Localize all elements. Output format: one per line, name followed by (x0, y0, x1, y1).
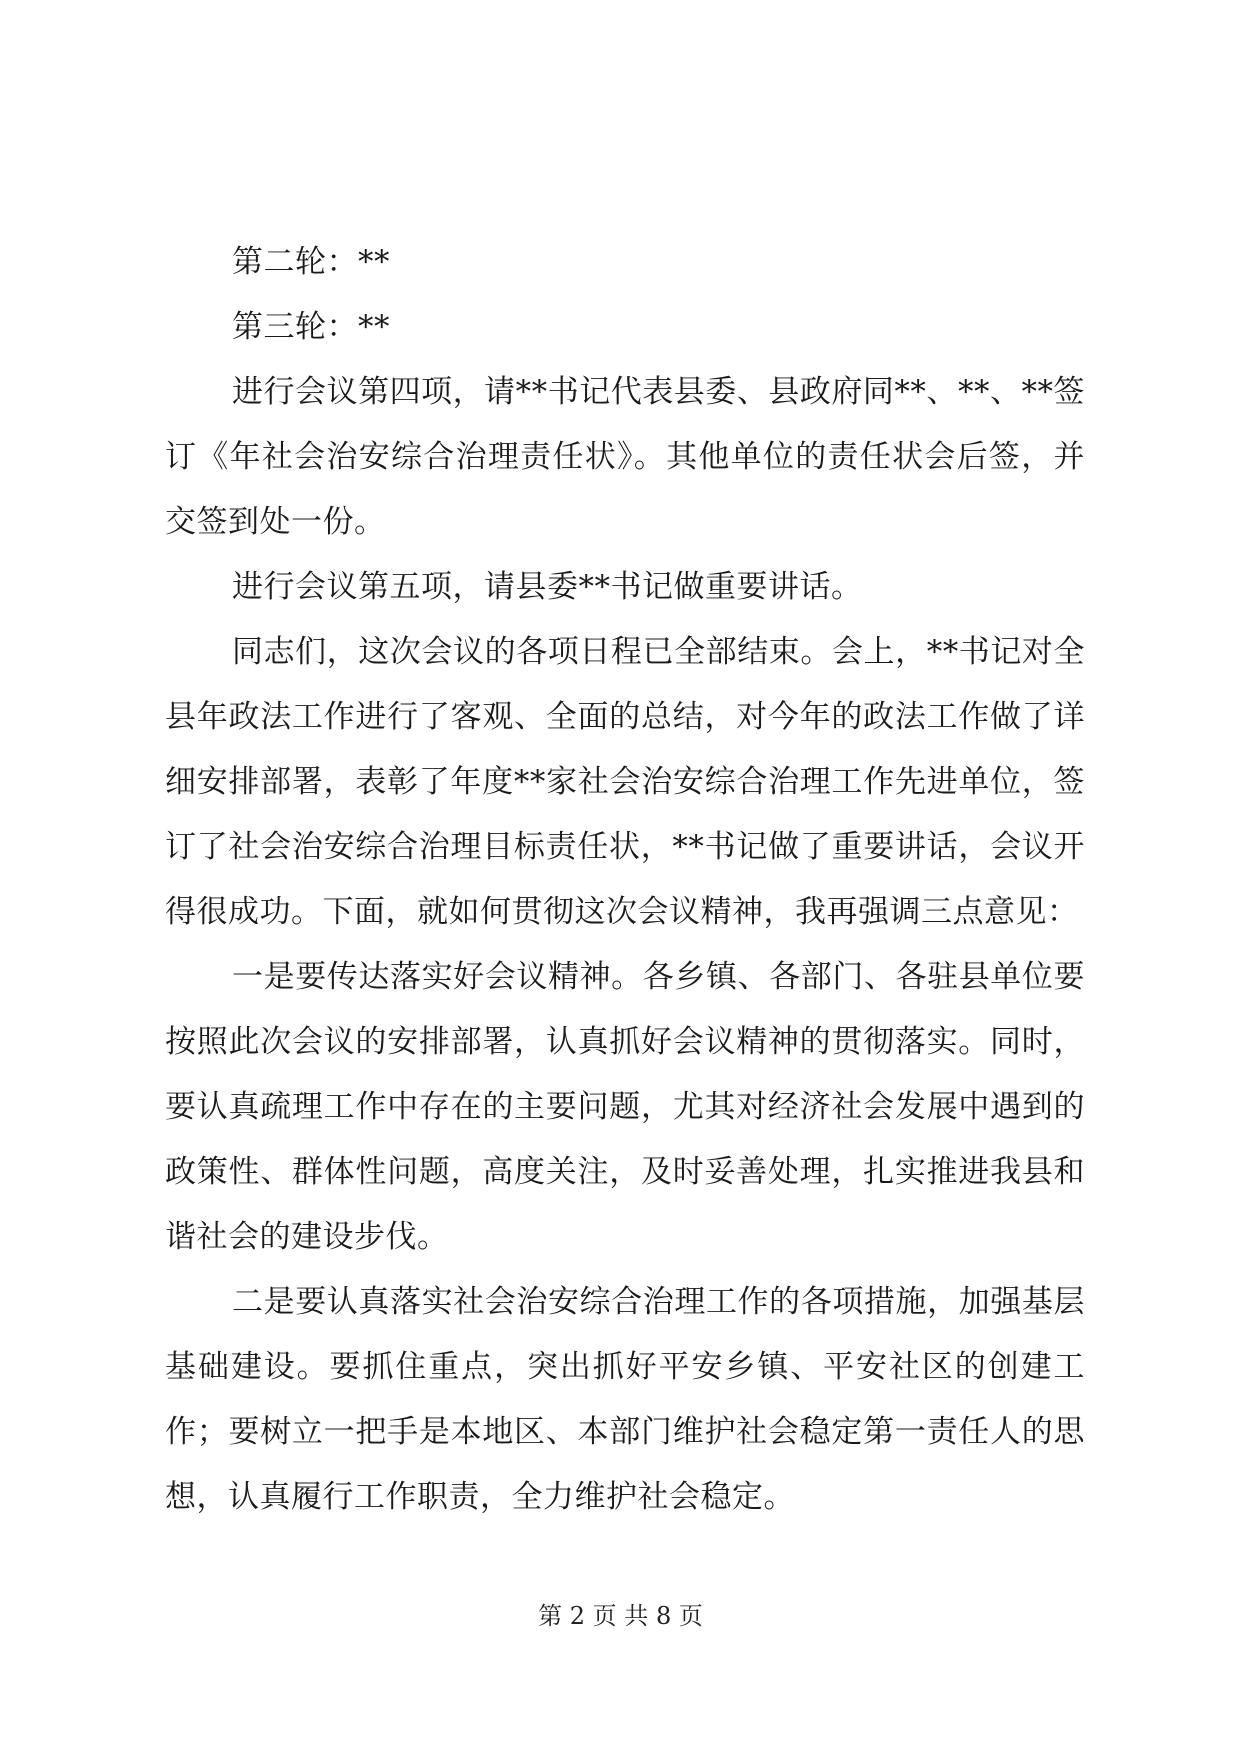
paragraph-item-five: 进行会议第五项，请县委**书记做重要讲话。 (232, 569, 863, 605)
paragraph-summary: 同志们，这次会议的各项日程已全部结束。会上，**书记对全县年政法工作进行了客观、全面的总结，对今年的政法工作做了详细安排部署，表彰了年度**家社会治安综合治理工作先进单位，签订了社会治安综合治理目标责任状，**书记做了重要讲话，会议开得很成功。下面，就如何贯彻这次会议精神，我再强调三点意见： (165, 634, 1085, 930)
paragraph-round-two: 第二轮：** (232, 244, 390, 280)
page-footer (0, 1600, 1241, 1632)
page-number-label: 第 2 页 共 8 页 (538, 1602, 703, 1630)
paragraph-round-three: 第三轮：** (232, 309, 390, 345)
paragraph-point-two: 二是要认真落实社会治安综合治理工作的各项措施，加强基层基础建设。要抓住重点，突出抓好平安乡镇、平安社区的创建工作；要树立一把手是本地区、本部门维护社会稳定第一责任人的思想，认真履行工作职责，全力维护社会稳定。 (165, 1284, 1085, 1515)
paragraph-point-one: 一是要传达落实好会议精神。各乡镇、各部门、各驻县单位要按照此次会议的安排部署，认真抓好会议精神的贯彻落实。同时，要认真疏理工作中存在的主要问题，尤其对经济社会发展中遇到的政策性、群体性问题，高度关注，及时妥善处理，扎实推进我县和谐社会的建设步伐。 (165, 959, 1085, 1255)
paragraph-item-four: 进行会议第四项，请**书记代表县委、县政府同**、**、**签订《年社会治安综合治理责任状》。其他单位的责任状会后签，并交签到处一份。 (165, 374, 1085, 540)
document-body (165, 230, 1085, 1530)
